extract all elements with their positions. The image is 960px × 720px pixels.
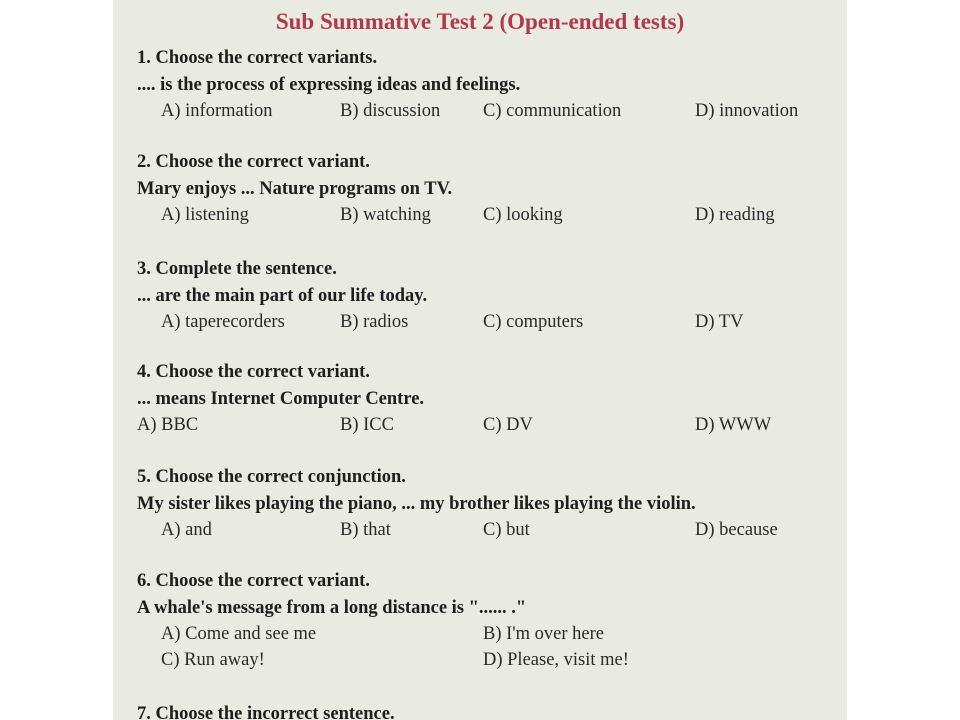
option-a: A) BBC: [137, 415, 199, 435]
question-prompt: Mary enjoys ... Nature programs on TV.: [137, 179, 453, 199]
option-c: C) DV: [483, 415, 533, 435]
option-d: D) because: [695, 520, 778, 540]
option-b: B) discussion: [340, 101, 441, 121]
option-b: B) that: [340, 520, 391, 540]
option-a: A) information: [161, 101, 273, 121]
question-prompt: My sister likes playing the piano, ... my brother likes playing the violin.: [137, 494, 696, 514]
question-instruction: 4. Choose the correct variant.: [137, 362, 370, 382]
option-c: C) computers: [483, 312, 584, 332]
question-prompt: ... means Internet Computer Centre.: [137, 389, 425, 409]
question-prompt: ... are the main part of our life today.: [137, 286, 428, 306]
question-instruction: 5. Choose the correct conjunction.: [137, 467, 406, 487]
question-instruction: 2. Choose the correct variant.: [137, 152, 370, 172]
option-b: B) I'm over here: [483, 624, 604, 644]
option-b: B) radios: [340, 312, 409, 332]
test-page: [113, 0, 847, 720]
question-instruction: 3. Complete the sentence.: [137, 259, 337, 279]
option-c: C) looking: [483, 205, 563, 225]
option-d: D) Please, visit me!: [483, 650, 629, 670]
option-d: D) TV: [695, 312, 744, 332]
option-b: B) watching: [340, 205, 431, 225]
option-d: D) WWW: [695, 415, 772, 435]
option-a: A) listening: [161, 205, 249, 225]
option-a: A) taperecorders: [161, 312, 285, 332]
question-prompt: A whale's message from a long distance is "...... .": [137, 598, 527, 618]
option-a: A) Come and see me: [161, 624, 317, 644]
option-a: A) and: [161, 520, 212, 540]
option-d: D) reading: [695, 205, 775, 225]
option-c: C) communication: [483, 101, 622, 121]
page-title: Sub Summative Test 2 (Open-ended tests): [275, 9, 685, 34]
option-c: C) Run away!: [161, 650, 265, 670]
option-c: C) but: [483, 520, 530, 540]
question-instruction: 1. Choose the correct variants.: [137, 48, 378, 68]
option-b: B) ICC: [340, 415, 394, 435]
question-instruction: 7. Choose the incorrect sentence.: [137, 704, 395, 720]
question-instruction: 6. Choose the correct variant.: [137, 571, 370, 591]
question-prompt: .... is the process of expressing ideas and feelings.: [137, 75, 521, 95]
option-d: D) innovation: [695, 101, 799, 121]
